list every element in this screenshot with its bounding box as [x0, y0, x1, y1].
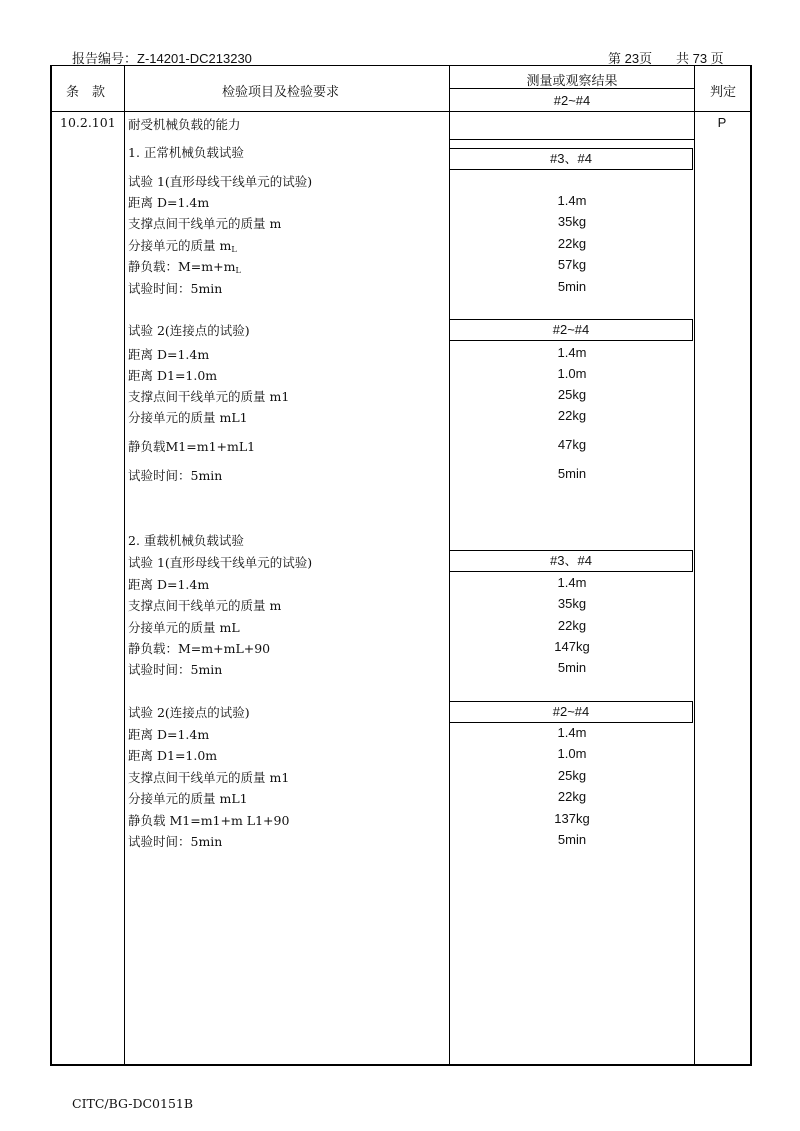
test-row-text: 试验时间：5min: [128, 468, 223, 483]
test-label: 试验 2(连接点的试验): [128, 705, 250, 720]
subscript: L: [231, 245, 237, 254]
test-row-text: 静负载：$M=m+m_L$: [128, 259, 241, 275]
sample-subheader-label: #2~#4: [552, 704, 590, 719]
test-row-value: 5min: [557, 660, 587, 675]
test-row-text: 分接单元的质量 mL1: [128, 410, 248, 425]
test-row-value: 147kg: [554, 639, 590, 654]
sample-subheader: [450, 148, 693, 170]
test-row-text: 距离 D1=1.0m: [128, 368, 218, 383]
subscript: L: [235, 266, 241, 275]
test-row-text: 试验时间：5min: [128, 281, 223, 296]
test-row-text: 支撑点间干线单元的质量 m: [128, 598, 282, 613]
test-row-text: 试验时间：5min: [128, 662, 223, 677]
test-row-value: 1.0m: [557, 366, 587, 381]
clause-number: 10.2.101: [60, 115, 116, 130]
section-heading: 2. 重载机械负载试验: [128, 533, 244, 548]
test-row-text: 分接单元的质量 mL: [128, 620, 240, 635]
sample-subheader: [450, 550, 693, 572]
test-row-text: 支撑点间干线单元的质量 m1: [128, 770, 290, 785]
test-row-text: 距离 D=1.4m: [128, 195, 210, 210]
test-row-value: 35kg: [557, 214, 587, 229]
test-row-text: 静负载：M=m+mL+90: [128, 641, 271, 656]
page-total: 共 73 页: [676, 51, 724, 66]
test-row-text: 距离 D=1.4m: [128, 577, 210, 592]
form-code: CITC/BG-DC0151B: [72, 1096, 194, 1111]
test-row-value: 47kg: [557, 437, 587, 452]
item-header: 检验项目及检验要求: [222, 84, 340, 99]
test-row-value: 1.4m: [557, 725, 587, 740]
test-row-text: 静负载 M1=m1+m L1+90: [128, 813, 290, 828]
test-label: 试验 2(连接点的试验): [128, 323, 250, 338]
test-row-text: 分接单元的质量 $m_L$: [128, 238, 237, 254]
test-row-value: 5min: [557, 466, 587, 481]
section-heading: 1. 正常机械负载试验: [128, 145, 244, 160]
sample-subheader-label: #3、#4: [550, 151, 592, 166]
test-row-text: 分接单元的质量 mL1: [128, 791, 248, 806]
test-row-text: 试验时间：5min: [128, 834, 223, 849]
test-row-value: 22kg: [557, 618, 587, 633]
test-row-value: 25kg: [557, 768, 587, 783]
test-label: 试验 1(直形母线干线单元的试验): [128, 174, 313, 189]
verdict-header: 判定: [710, 84, 737, 99]
test-row-text: 距离 D=1.4m: [128, 347, 210, 362]
header-bottom-line: [50, 111, 750, 112]
sample-subheader: [450, 701, 693, 723]
verdict-value: P: [717, 115, 727, 130]
row-divider: [449, 139, 694, 140]
test-row-value: 22kg: [557, 408, 587, 423]
clause-header: 条 款: [66, 84, 106, 99]
test-row-text: 静负载M1=m1+mL1: [128, 439, 256, 454]
item-title: 耐受机械负载的能力: [128, 117, 241, 132]
test-row-value: 35kg: [557, 596, 587, 611]
test-row-text: 支撑点间干线单元的质量 m1: [128, 389, 290, 404]
test-row-value: 57kg: [557, 257, 587, 272]
sample-subheader: [450, 319, 693, 341]
test-row-value: 22kg: [557, 789, 587, 804]
test-row-text: 支撑点间干线单元的质量 m: [128, 216, 282, 231]
test-row-value: 1.4m: [557, 575, 587, 590]
test-row-value: 25kg: [557, 387, 587, 402]
test-row-value: 22kg: [557, 236, 587, 251]
test-row-value: 5min: [557, 279, 587, 294]
test-label: 试验 1(直形母线干线单元的试验): [128, 555, 313, 570]
test-row-value: 137kg: [554, 811, 590, 826]
sample-subheader-label: #3、#4: [550, 553, 592, 568]
test-row-value: 1.4m: [557, 193, 587, 208]
result-subheader: #2~#4: [553, 93, 591, 108]
test-row-value: 5min: [557, 832, 587, 847]
test-row-value: 1.4m: [557, 345, 587, 360]
page-number: 第 23页: [608, 51, 653, 66]
result-header: 测量或观察结果: [526, 73, 618, 88]
column-divider: [694, 65, 695, 1065]
column-divider: [124, 65, 125, 1065]
sample-subheader-label: #2~#4: [552, 322, 590, 337]
test-row-text: 距离 D1=1.0m: [128, 748, 218, 763]
report-number: 报告编号：Z-14201-DC213230: [72, 51, 252, 66]
test-row-text: 距离 D=1.4m: [128, 727, 210, 742]
test-row-value: 1.0m: [557, 746, 587, 761]
